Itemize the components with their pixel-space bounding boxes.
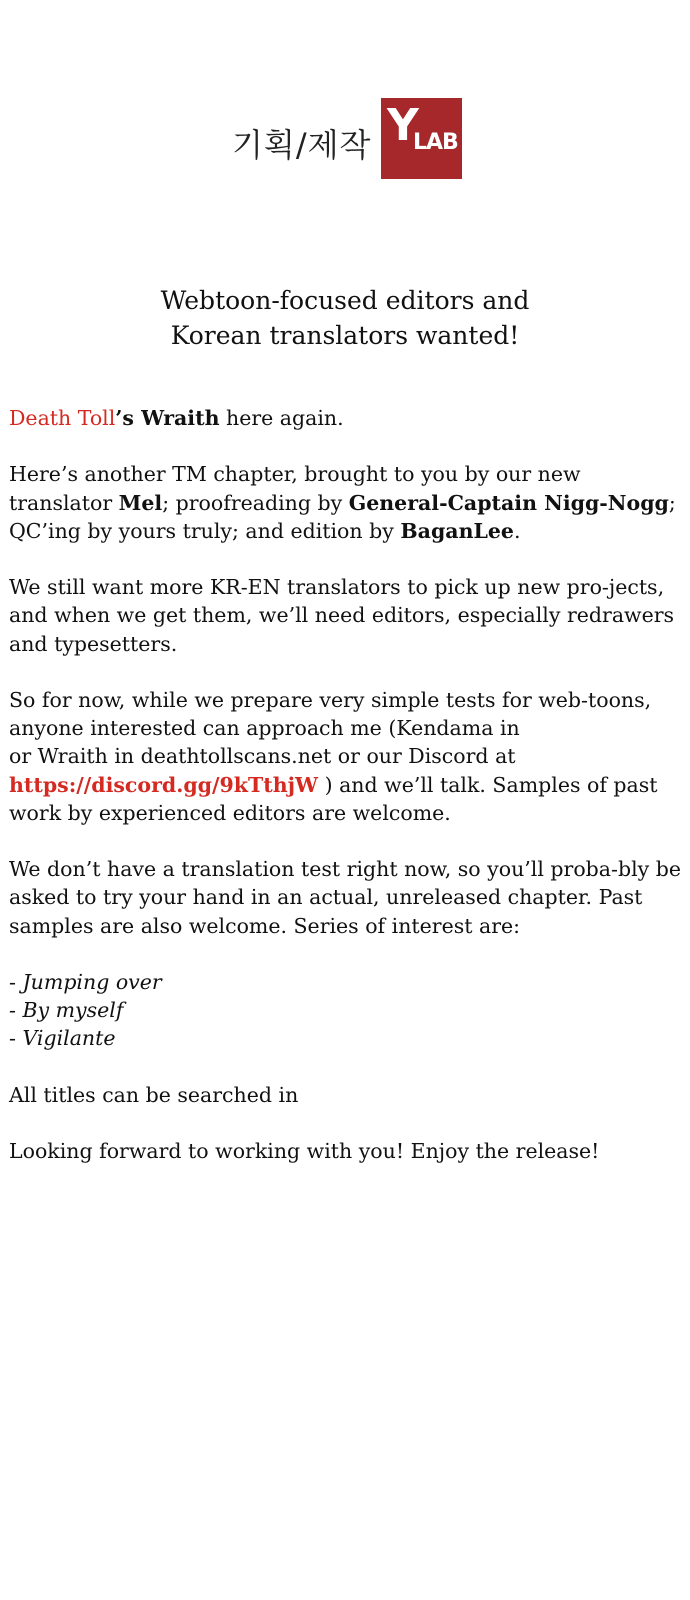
list-bullet: - <box>9 969 23 994</box>
redacted-site-1 <box>526 720 660 740</box>
list-item <box>9 1024 684 1052</box>
editor-name: BaganLee <box>400 518 514 543</box>
closing-paragraph: Looking forward to working with you! Enjoy the release! <box>9 1139 600 1164</box>
list-item <box>9 996 684 1024</box>
group-name: Death Toll <box>9 406 116 430</box>
search-paragraph <box>9 1081 684 1109</box>
list-item <box>9 968 684 996</box>
headline-line-2: Korean translators wanted! <box>170 321 520 350</box>
credits-text-1: Here’s another TM chapter, brought to you by our new translator <box>9 462 581 515</box>
list-bullet: - <box>9 998 23 1023</box>
intro-paragraph <box>9 404 684 432</box>
search-text: All titles can be searched in <box>9 1082 305 1107</box>
headline-line-1: Webtoon-focused editors and <box>160 286 530 315</box>
redacted-site-2 <box>305 1086 430 1106</box>
production-label: 기획/제작 <box>232 126 372 164</box>
logo-lab-letters: LAB <box>413 130 458 155</box>
credits-text-2: ; proofreading by <box>162 490 349 515</box>
contact-text-1: So for now, while we prepare very simple tests for web-toons, anyone interested can approach me (Kendama in <box>9 687 652 741</box>
headline <box>0 283 690 353</box>
intro-rest: here again. <box>219 406 344 430</box>
logo-y-letter: Y <box>387 100 419 151</box>
test-paragraph: We don’t have a translation test right now, so you’ll proba-bly be asked to try your hand in an actual, unreleased chapter. Past samples are also welcome. Series of interest are: <box>9 857 681 938</box>
contact-text-2: or Wraith in deathtollscans.net or our Discord at <box>9 744 516 769</box>
credits-paragraph <box>9 460 684 545</box>
message-body <box>9 404 684 1194</box>
credits-text-3: ; QC’ing by yours truly; and edition by <box>9 490 676 543</box>
proofreader-name: General-Captain Nigg-Nogg <box>348 490 669 515</box>
series-title: By myself <box>22 998 124 1023</box>
translator-name: Mel <box>118 490 163 515</box>
intro-possessive: ’s <box>115 406 142 430</box>
recruit-paragraph: We still want more KR-EN translators to pick up new pro-jects, and when we get them, we’ll need editors, especially redrawers and typesetters. <box>9 575 675 656</box>
ylab-logo <box>381 98 462 179</box>
author-name: Wraith <box>141 406 220 430</box>
list-bullet: - <box>9 1026 23 1051</box>
contact-text-3: ) and we’ll talk. Samples of past work by experienced editors are welcome. <box>9 772 658 825</box>
production-credit <box>0 98 690 180</box>
series-title: Vigilante <box>22 1026 116 1051</box>
discord-link[interactable]: https://discord.gg/9kTthjW <box>9 772 319 797</box>
contact-paragraph <box>9 686 684 827</box>
series-list <box>9 968 684 1053</box>
credits-text-4: . <box>513 518 521 543</box>
series-title: Jumping over <box>22 969 162 994</box>
